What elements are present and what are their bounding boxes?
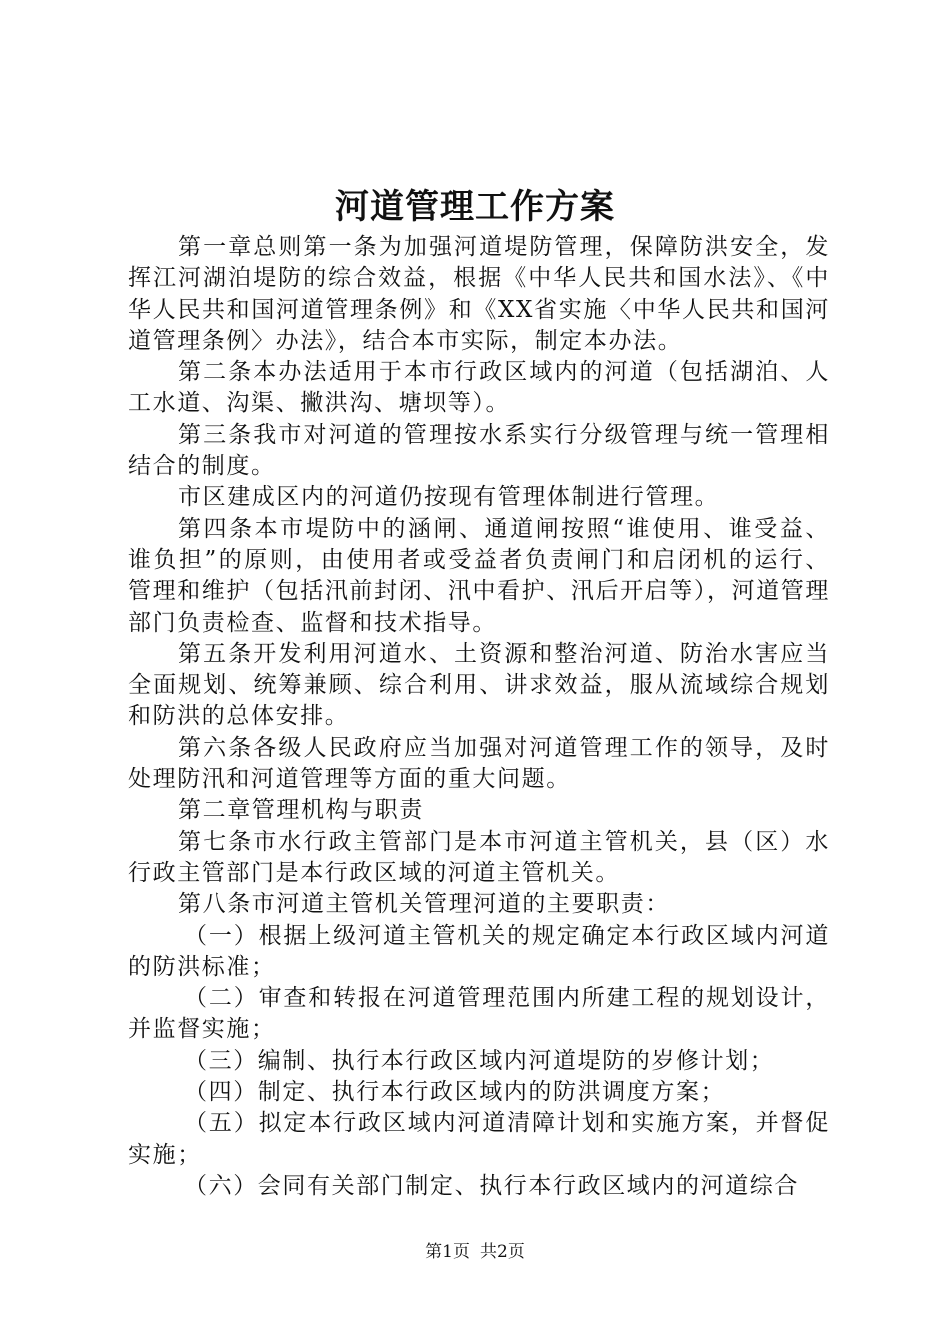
- chapter2-heading: 第二章管理机构与职责: [178, 797, 424, 824]
- paragraph-article5: 第五条开发利用河道水、土资源和整治河道、防治水害应当全面规划、统筹兼顾、综合利用、讲求效益，服从流域综合规划和防洪的总体安排。: [128, 640, 830, 730]
- list-item-duty-6: （六）会同有关部门制定、执行本行政区域内的河道综合: [184, 1172, 799, 1199]
- document-body: [128, 232, 830, 1202]
- paragraph-article2: 第二条本办法适用于本市行政区域内的河道（包括湖泊、人工水道、沟渠、撇洪沟、塘坝等）。: [128, 359, 830, 417]
- paragraph-article4: 第四条本市堤防中的涵闸、通道闸按照“谁使用、谁受益、谁负担”的原则，由使用者或受益者负责闸门和启闭机的运行、管理和维护（包括汛前封闭、汛中看护、汛后开启等），河道管理部门负责检查、监督和技术指导。: [128, 515, 830, 636]
- document-title: 河道管理工作方案: [335, 187, 615, 227]
- list-item-duty-4: （四）制定、执行本行政区域内的防洪调度方案；: [184, 1079, 726, 1106]
- paragraph-article7: 第七条市水行政主管部门是本市河道主管机关，县（区）水行政主管部门是本行政区域的河道主管机关。: [128, 828, 830, 886]
- list-item-duty-1: （一）根据上级河道主管机关的规定确定本行政区域内河道的防洪标准；: [128, 922, 830, 980]
- list-item-duty-5: （五）拟定本行政区域内河道清障计划和实施方案，并督促实施；: [128, 1110, 830, 1168]
- paragraph-article8: 第八条市河道主管机关管理河道的主要职责：: [178, 891, 670, 918]
- paragraph-chapter1-article1: 第一章总则第一条为加强河道堤防管理，保障防洪安全，发挥江河湖泊堤防的综合效益，根据《中华人民共和国水法》、《中华人民共和国河道管理条例》和《XX省实施〈中华人民共和国河道管理条例〉办法》，结合本市实际，制定本办法。: [128, 234, 830, 354]
- page-total: 共2页: [480, 1242, 525, 1262]
- list-item-duty-3: （三）编制、执行本行政区域内河道堤防的岁修计划；: [184, 1047, 775, 1074]
- paragraph-urban-rivers: 市区建成区内的河道仍按现有管理体制进行管理。: [178, 484, 720, 511]
- page-footer: [0, 1240, 950, 1264]
- paragraph-article6: 第六条各级人民政府应当加强对河道管理工作的领导，及时处理防汛和河道管理等方面的重大问题。: [128, 734, 830, 793]
- page-number: 第1页: [425, 1242, 470, 1262]
- list-item-duty-2: （二）审查和转报在河道管理范围内所建工程的规划设计，并监督实施；: [128, 985, 830, 1043]
- paragraph-article3: 第三条我市对河道的管理按水系实行分级管理与统一管理相结合的制度。: [128, 421, 830, 480]
